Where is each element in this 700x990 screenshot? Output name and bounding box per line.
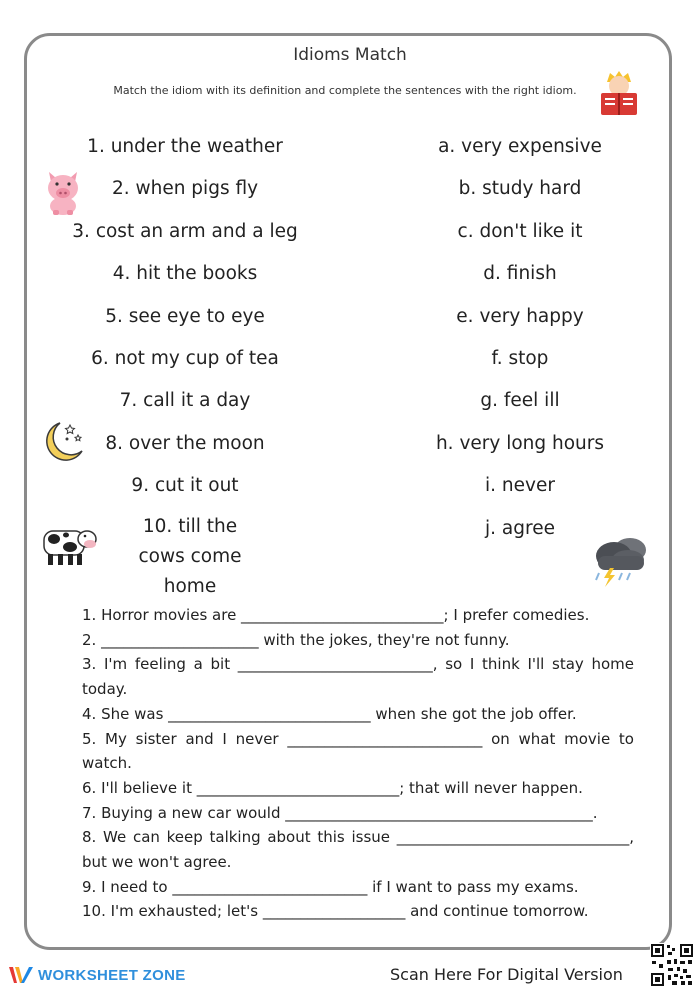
definition-item: b. study hard: [458, 178, 582, 200]
sentence-item: 3. I'm feeling a bit __________________________, so I think I'll stay home today.: [82, 655, 634, 699]
idiom-item: 2. when pigs fly: [111, 178, 259, 200]
definition-item: j. agree: [485, 517, 555, 539]
scan-text: Scan Here For Digital Version: [390, 965, 623, 984]
qr-code-icon[interactable]: [650, 943, 694, 987]
idiom-item: 1. under the weather: [87, 136, 283, 157]
page-title: Idioms Match: [293, 45, 407, 65]
definition-item: a. very expensive: [438, 136, 602, 157]
idiom-item: 4. hit the books: [112, 263, 258, 285]
idiom-item: 10. till the cows come home: [138, 515, 242, 597]
idiom-item: 3. cost an arm and a leg: [72, 220, 298, 242]
instructions: Match the idiom with its definition and complete the sentences with the right idiom.: [113, 84, 577, 97]
sentences-section: [82, 603, 634, 924]
definitions-column: [400, 130, 640, 554]
sentence-item: 7. Buying a new car would _________________________________________.: [82, 803, 598, 822]
sentence-item: 1. Horror movies are ___________________________; I prefer comedies.: [82, 606, 590, 624]
worksheet-zone-logo[interactable]: [8, 962, 186, 988]
definition-item: g. feel ill: [480, 390, 560, 412]
idioms-column: [50, 130, 320, 602]
definition-item: h. very long hours: [435, 432, 605, 454]
sentence-item: 6. I'll believe it ___________________________; that will never happen.: [82, 778, 583, 797]
idiom-item: 7. call it a day: [119, 390, 251, 412]
idiom-item: 5. see eye to eye: [105, 305, 265, 327]
definition-item: c. don't like it: [457, 220, 583, 242]
sentence-item: 10. I'm exhausted; let's ___________________ and continue tomorrow.: [82, 902, 589, 921]
definition-item: e. very happy: [456, 305, 584, 327]
worksheet-zone-logo-icon: [8, 964, 34, 986]
idiom-item: 8. over the moon: [105, 432, 265, 454]
definition-item: i. never: [485, 475, 555, 497]
definition-item: d. finish: [483, 263, 557, 285]
brand-name: WORKSHEET ZONE: [38, 966, 186, 984]
idiom-item: 9. cut it out: [131, 475, 239, 497]
sentence-item: 5. My sister and I never __________________________ on what movie to watch.: [82, 729, 634, 773]
definition-item: f. stop: [491, 347, 549, 369]
boy-reading-icon: [598, 68, 640, 118]
sentence-item: 2. _____________________ with the jokes, they're not funny.: [82, 630, 510, 649]
sentence-item: 8. We can keep talking about this issue _______________________________, but we won't agree.: [82, 828, 634, 872]
idiom-item: 6. not my cup of tea: [91, 347, 279, 369]
sentence-item: 9. I need to __________________________ if I want to pass my exams.: [82, 877, 579, 896]
sentence-item: 4. She was ___________________________ when she got the job offer.: [82, 704, 577, 723]
